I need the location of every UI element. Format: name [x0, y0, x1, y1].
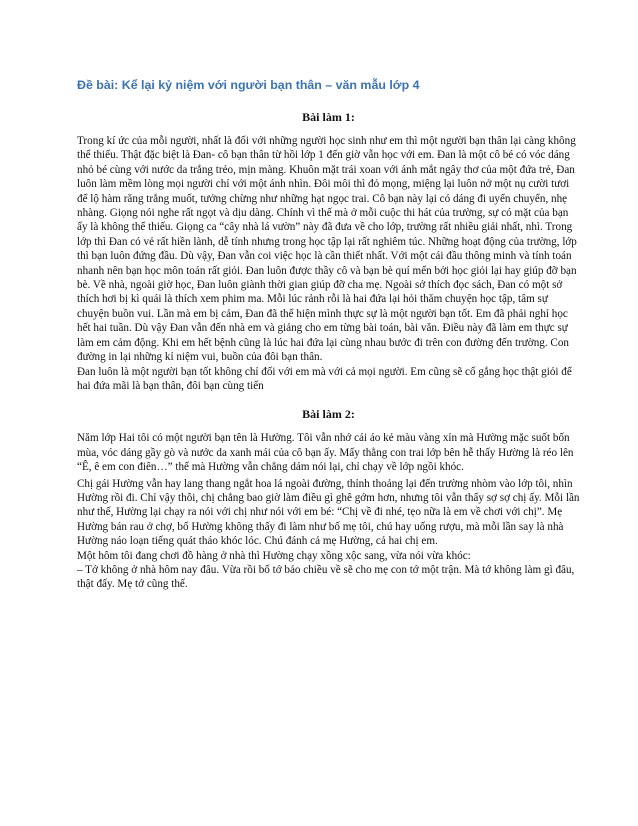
section-heading: Bài làm 1:	[302, 110, 355, 124]
section-heading: Bài làm 2:	[302, 407, 355, 422]
essay-section-2	[77, 407, 580, 591]
paragraph: Năm lớp Hai tôi có một người bạn tên là Hường. Tôi vẫn nhớ cái áo kẻ màu vàng xỉn mà Hường mặc suốt bốn mùa, vóc dáng gầy gò và nước da xanh mái của cô bạn ấy. Mấy thằng con trai lớp bên hễ thấy Hường là réo lên “Ê, ê em con điên…” thế mà Hường vẫn chẳng dám nói lại, chỉ chạy về lớp ngồi khóc.	[77, 432, 574, 474]
essay-section-1	[77, 110, 580, 393]
paragraph: Chị gái Hường vẫn hay lang thang ngắt hoa lá ngoài đường, thỉnh thoảng lại đến trường nhòm vào lớp tôi, nhìn Hường rồi đi. Chỉ vậy thôi, chị chẳng bao giờ làm điều gì ghê gớm hơn, nhưng tôi vẫn thấy sợ sợ chị ấy. Mỗi lần như thế, Hường lại chạy ra nói với chị như nói với em bé: “Chị về đi nhé, tẹo nữa là em về chơi với chị”. Mẹ Hường bán rau ở chợ, bố Hường không thấy đi làm như bố mẹ tôi, chú hay uống rượu, mà mỗi lần say là nhà Hường náo loạn tiếng quát tháo khóc lóc. Chú đánh cả mẹ Hường, cả hai chị em.	[77, 477, 580, 548]
paragraph: – Tớ không ở nhà hôm nay đâu. Vừa rồi bố tớ bảo chiều về sẽ cho mẹ con tớ một trận. Mà tớ không làm gì đâu, thật đấy. Mẹ tớ cũng thế.	[77, 563, 575, 591]
paragraph: Đan luôn là một người bạn tốt không chỉ đối với em mà với cả mọi người. Em cũng sẽ cố gắng học thật giỏi để hai đứa mãi là bạn thân, đôi bạn cùng tiến	[77, 365, 572, 392]
paragraph: Một hôm tôi đang chơi đồ hàng ở nhà thì Hường chạy xồng xộc sang, vừa nói vừa khóc:	[77, 549, 471, 562]
document-title: Đề bài: Kể lại kỷ niệm với người bạn thân – văn mẫu lớp 4	[77, 78, 420, 92]
paragraph: Trong kí ức của mỗi người, nhất là đối với những người học sinh như em thì một người bạn thân lại càng không thể thiếu. Thật đặc biệt là Đan- cô bạn thân từ hồi lớp 1 đến giờ vẫn học với em. Đan là một cô bé có vóc dáng nhỏ bé cùng với nước da trắng trẻo, mịn màng. Khuôn mặt trái xoan với ánh mắt ngây thơ của một đứa trẻ, Đan luôn làm mềm lòng mọi người chỉ với một ánh nhìn. Đôi môi thì đỏ mọng, miệng lại luôn nở một nụ cười tươi để lộ hàm răng trắng muốt, tưởng chừng như những hạt ngọc trai. Cô bạn này lại có dáng đi uyển chuyển, nhẹ nhàng. Giọng nói nghe rất ngọt và dịu dàng. Chính vì thế mà ở mỗi cuộc thi hát của trường, sự có mặt của bạn ấy là không thể thiếu. Giọng ca “cây nhà lá vườn” này đã đưa về cho lớp, trường rất nhiều giải nhất, nhì. Trong lớp thì Đan có vẻ rất hiền lành, dễ tính nhưng trong học tập lại rất nghiêm túc. Những hoạt động của trường, lớp thì bạn luôn đứng đầu. Dù vậy, Đan vẫn coi việc học là cần thiết nhất. Với một cái đầu thông minh và tính toán nhanh nên bạn học môn toán rất giỏi. Đan luôn được thầy cô và bạn bè quí mến bởi học giỏi lại hay giúp đỡ bạn bè. Về nhà, ngoài giờ học, Đan luôn giành thời gian giúp đỡ cha mẹ. Ngoài sở thích đọc sách, Đan có một sở thích hơi bị kì quái là thích xem phim ma. Mỗi lúc rảnh rỗi là hai đứa lại hỏi thăm chuyện học tập, tâm sự chuyện buồn vui. Lần mà em bị cảm, Đan đã thể hiện mình thực sự là một người bạn tốt. Em đã phải nghỉ học hết hai tuần. Dù vậy Đan vẫn đến nhà em và giảng cho em từng bài toán, bài văn. Điều này đã làm em thực sự làm em cảm động. Khi em hết bệnh cũng là lúc hai đứa lại cùng nhau bước đi trên con đường đến trường. Con đường in lại những kỉ niệm vui, buồn của đôi bạn thân.	[77, 135, 577, 364]
